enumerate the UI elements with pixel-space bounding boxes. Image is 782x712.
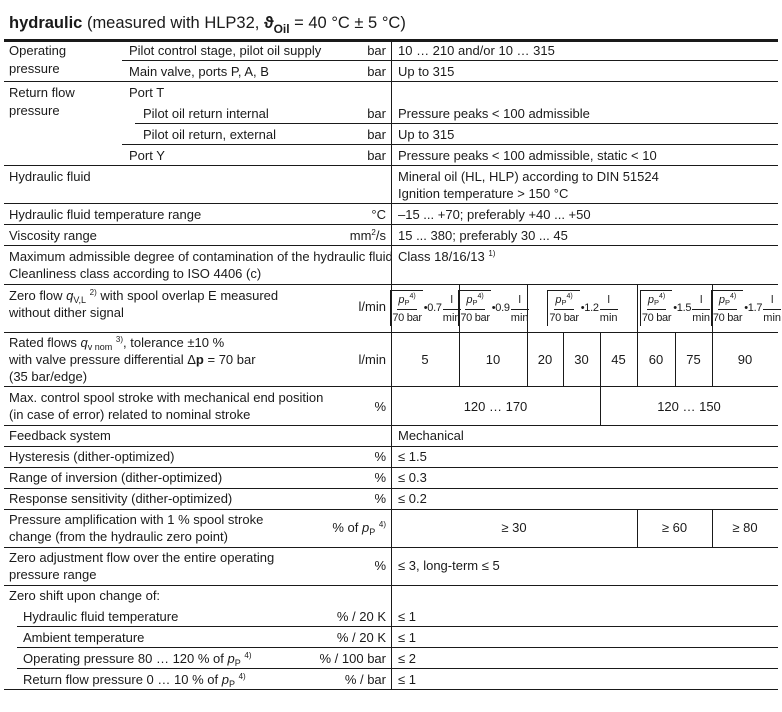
formula-fraction	[459, 290, 490, 326]
zero-shift-fluid-temp-label: Hydraulic fluid temperature	[23, 609, 179, 624]
formula-unit-numerator: l	[692, 291, 710, 310]
table-bottom-rule	[4, 689, 778, 690]
section-title-bold: hydraulic	[9, 14, 83, 32]
section-title-suffix: = 40 °C ± 5 °C)	[289, 14, 406, 32]
p-symbol: p	[227, 651, 235, 666]
hysteresis-label: Hysteresis (dither-optimized)	[9, 449, 175, 464]
q-subscript: V,L	[73, 295, 86, 305]
zero-shift-label: Zero shift upon change of:	[9, 588, 161, 603]
footnote-ref: 2)	[89, 288, 97, 297]
viscosity-unit-sup: 2	[371, 228, 376, 237]
rated-flow-value: 75	[686, 352, 701, 367]
sqrt-icon	[390, 290, 422, 326]
q-symbol: q	[66, 288, 74, 303]
zero-shift-fluid-temp-value: ≤ 1	[398, 609, 416, 624]
row-divider	[122, 144, 778, 145]
formula-unit-denominator: min	[510, 311, 529, 324]
formula-factor: •1.7	[744, 302, 763, 314]
sqrt-icon	[547, 290, 579, 326]
rated-flow-value: 20	[537, 352, 553, 367]
hydraulic-fluid-value-2: Ignition temperature > 150 °C	[398, 186, 569, 201]
footnote-ref: 4)	[566, 293, 573, 300]
zero-shift-return-pressure-label	[23, 671, 246, 688]
p-subscript: P	[234, 658, 241, 668]
main-valve-label: Main valve, ports P, A, B	[129, 64, 269, 79]
zero-flow-unit: l/min	[358, 299, 386, 314]
p-symbol: p	[398, 294, 405, 306]
rated-flows-label-pre: Rated flows	[9, 335, 81, 350]
max-stroke-label: Max. control spool stroke with mechanical end position	[9, 390, 324, 405]
formula-numerator	[718, 291, 737, 310]
section-title	[9, 14, 406, 36]
row-divider	[17, 626, 778, 627]
q-subscript: v nom	[87, 342, 113, 352]
rated-flows-label2-pre: with valve pressure differential Δ	[9, 352, 196, 367]
zero-flow-label-pre: Zero flow	[9, 288, 67, 303]
hydraulic-fluid-label: Hydraulic fluid	[9, 169, 91, 184]
pressure-amp-label: Pressure amplification with 1 % spool stroke	[9, 512, 264, 527]
rated-flows-label	[9, 334, 224, 351]
formula-unit-numerator: l	[511, 291, 529, 310]
section-title-prefix: (measured with HLP32,	[82, 14, 264, 32]
rated-flow-value: 10	[485, 352, 501, 367]
feedback-value: Mechanical	[398, 428, 464, 443]
formula-factor: •1.2	[580, 302, 599, 314]
rated-flow-value: 90	[737, 352, 753, 367]
zero-flow-formula	[528, 287, 637, 329]
pilot-return-external-unit: bar	[367, 127, 386, 142]
port-t-label: Port T	[129, 85, 165, 100]
rated-flows-label-post: , tolerance ±10 %	[123, 335, 225, 350]
rated-flows-label-3: (35 bar/edge)	[9, 369, 88, 384]
p-symbol: p	[466, 294, 473, 306]
footnote-ref: 3)	[115, 335, 124, 344]
port-y-value: Pressure peaks < 100 admissible, static < 10	[398, 148, 657, 163]
p-symbol: p	[555, 294, 562, 306]
formula-denominator: 70 bar	[549, 312, 579, 324]
formula-denominator: 70 bar	[712, 312, 743, 324]
max-stroke-value: 120 … 150	[657, 399, 721, 414]
pilot-return-internal-value: Pressure peaks < 100 admissible	[398, 106, 590, 121]
rated-flow-value: 45	[611, 352, 626, 367]
return-flow-label-2: pressure	[9, 103, 60, 118]
formula-fraction	[548, 290, 579, 326]
zero-flow-formula	[392, 287, 459, 329]
response-label: Response sensitivity (dither-optimized)	[9, 491, 233, 506]
port-y-label: Port Y	[129, 148, 165, 163]
formula-unit-numerator: l	[600, 291, 618, 310]
zero-adjustment-label: Zero adjustment flow over the entire operating	[9, 550, 275, 565]
zero-flow-formula	[460, 287, 527, 329]
sqrt-icon	[640, 290, 672, 326]
formula-unit-fraction	[600, 291, 618, 326]
pressure-amp-value: ≥ 60	[661, 520, 688, 535]
footnote-ref: 4)	[244, 651, 252, 660]
viscosity-value: 15 ... 380; preferably 30 ... 45	[398, 228, 568, 243]
formula-unit-fraction	[763, 291, 781, 326]
footnote-ref: 4)	[729, 293, 737, 300]
p-subscript: P	[228, 679, 235, 689]
formula-numerator	[554, 291, 573, 310]
inversion-label: Range of inversion (dither-optimized)	[9, 470, 223, 485]
hysteresis-unit: %	[374, 449, 386, 464]
rated-flow-value: 30	[574, 352, 589, 367]
formula-numerator	[397, 291, 416, 310]
formula-unit-denominator: min	[442, 311, 461, 324]
zero-shift-return-pressure-unit: % / bar	[344, 672, 386, 687]
zero-flow-formula	[712, 287, 782, 329]
pilot-return-external-value: Up to 315	[398, 127, 455, 142]
row-divider	[122, 60, 778, 61]
zero-adjustment-value: ≤ 3, long-term ≤ 5	[398, 558, 500, 573]
formula-numerator	[647, 291, 666, 310]
fluid-temperature-unit: °C	[371, 207, 386, 222]
delta-p-symbol: p	[195, 352, 204, 367]
p-subscript: P	[561, 298, 567, 307]
zero-adjustment-unit: %	[374, 558, 386, 573]
label-pre: Return flow pressure 0 … 10 % of	[23, 672, 222, 687]
main-valve-value: Up to 315	[398, 64, 455, 79]
sqrt-icon	[458, 290, 490, 326]
p-subscript: P	[724, 298, 730, 307]
fluid-temperature-label: Hydraulic fluid temperature range	[9, 207, 202, 222]
theta-symbol: ϑ	[263, 14, 274, 32]
rated-flows-label-2	[9, 351, 256, 368]
max-stroke-value: 120 … 170	[463, 399, 528, 414]
row-divider	[17, 668, 778, 669]
formula-unit-numerator: l	[763, 291, 781, 310]
p-symbol: p	[718, 294, 725, 306]
formula-factor: •1.5	[673, 302, 692, 314]
p-subscript: P	[369, 527, 376, 537]
zero-shift-ambient-label: Ambient temperature	[23, 630, 145, 645]
formula-denominator: 70 bar	[460, 312, 490, 324]
pressure-amp-label-2: change (from the hydraulic zero point)	[9, 529, 228, 544]
formula-fraction	[641, 290, 672, 326]
port-y-unit: bar	[367, 148, 386, 163]
footnote-ref: 4)	[477, 293, 484, 300]
formula-unit-denominator: min	[692, 311, 711, 324]
zero-shift-return-pressure-value: ≤ 1	[398, 672, 416, 687]
rated-flow-value: 60	[648, 352, 664, 367]
formula-fraction	[712, 290, 743, 326]
p-subscript: P	[653, 298, 659, 307]
sqrt-icon	[711, 290, 743, 326]
label-pre: Operating pressure 80 … 120 % of	[23, 651, 228, 666]
zero-shift-operating-pressure-value: ≤ 2	[398, 651, 416, 666]
row-divider	[17, 647, 778, 648]
zero-adjustment-label-2: pressure range	[9, 567, 97, 582]
formula-denominator: 70 bar	[641, 312, 672, 324]
hydraulic-fluid-value: Mineral oil (HL, HLP) according to DIN 51524	[398, 169, 659, 184]
pressure-amp-unit-pre: % of	[332, 520, 362, 535]
zero-flow-formula	[638, 287, 712, 329]
formula-unit-denominator: min	[599, 311, 618, 324]
formula-factor: •0.7	[423, 302, 442, 314]
pilot-control-value: 10 … 210 and/or 10 … 315	[398, 43, 555, 58]
footnote-ref: 4)	[658, 293, 666, 300]
inversion-value: ≤ 0.3	[398, 470, 427, 485]
pilot-return-external-label: Pilot oil return, external	[143, 127, 276, 142]
pressure-amp-unit	[332, 519, 386, 536]
zero-flow-label	[9, 287, 278, 304]
zero-shift-ambient-unit: % / 20 K	[336, 630, 386, 645]
formula-unit-denominator: min	[763, 311, 782, 324]
pilot-control-label: Pilot control stage, pilot oil supply	[129, 43, 322, 58]
formula-factor: •0.9	[491, 302, 510, 314]
max-stroke-unit: %	[374, 399, 386, 414]
pilot-return-internal-label: Pilot oil return internal	[143, 106, 269, 121]
pilot-return-internal-unit: bar	[367, 106, 386, 121]
pressure-amp-value: ≥ 80	[732, 520, 758, 535]
viscosity-unit	[350, 227, 386, 244]
response-unit: %	[374, 491, 386, 506]
formula-unit-numerator: l	[443, 291, 461, 310]
p-symbol: p	[647, 294, 654, 306]
rated-flows-label2-post: = 70 bar	[203, 352, 256, 367]
feedback-label: Feedback system	[9, 428, 111, 443]
p-symbol: p	[362, 520, 370, 535]
return-flow-label: Return flow	[9, 85, 75, 100]
zero-shift-operating-pressure-label	[23, 650, 252, 667]
zero-shift-fluid-temp-unit: % / 20 K	[336, 609, 386, 624]
response-value: ≤ 0.2	[398, 491, 427, 506]
max-stroke-label-2: (in case of error) related to nominal stroke	[9, 407, 251, 422]
contamination-value	[398, 248, 495, 265]
hysteresis-value: ≤ 1.5	[398, 449, 427, 464]
formula-unit-fraction	[692, 291, 710, 326]
row-divider	[135, 123, 778, 124]
zero-shift-operating-pressure-unit: % / 100 bar	[319, 651, 386, 666]
zero-flow-label-post: with spool overlap E measured	[96, 288, 279, 303]
operating-pressure-label: Operating	[9, 43, 67, 58]
formula-numerator	[465, 291, 484, 310]
rated-flows-unit: l/min	[358, 352, 386, 367]
inversion-unit: %	[374, 470, 386, 485]
fluid-temperature-value: –15 ... +70; preferably +40 ... +50	[398, 207, 591, 222]
p-subscript: P	[472, 298, 478, 307]
formula-fraction	[391, 290, 422, 326]
main-valve-unit: bar	[367, 64, 386, 79]
contamination-label-2: Cleanliness class according to ISO 4406 (c)	[9, 266, 262, 281]
zero-flow-label-2: without dither signal	[9, 305, 124, 320]
p-symbol: p	[221, 672, 229, 687]
viscosity-label: Viscosity range	[9, 228, 97, 243]
footnote-ref: 4)	[409, 293, 416, 300]
zero-shift-ambient-value: ≤ 1	[398, 630, 416, 645]
pilot-control-unit: bar	[367, 43, 386, 58]
viscosity-unit-base: mm	[349, 228, 372, 243]
operating-pressure-label-2: pressure	[9, 61, 60, 76]
p-subscript: P	[404, 298, 410, 307]
formula-unit-fraction	[511, 291, 529, 326]
rated-flow-value: 5	[421, 352, 429, 367]
q-symbol: q	[80, 335, 88, 350]
footnote-ref: 4)	[238, 672, 246, 681]
footnote-ref: 1)	[488, 249, 496, 258]
contamination-class: Class 18/16/13	[398, 249, 485, 264]
formula-denominator: 70 bar	[392, 312, 422, 324]
pressure-amp-value: ≥ 30	[501, 520, 527, 535]
viscosity-unit-tail: /s	[375, 228, 386, 243]
footnote-ref: 4)	[378, 520, 386, 529]
theta-subscript: Oil	[273, 22, 290, 36]
contamination-label: Maximum admissible degree of contamination of the hydraulic fluid	[9, 249, 393, 264]
